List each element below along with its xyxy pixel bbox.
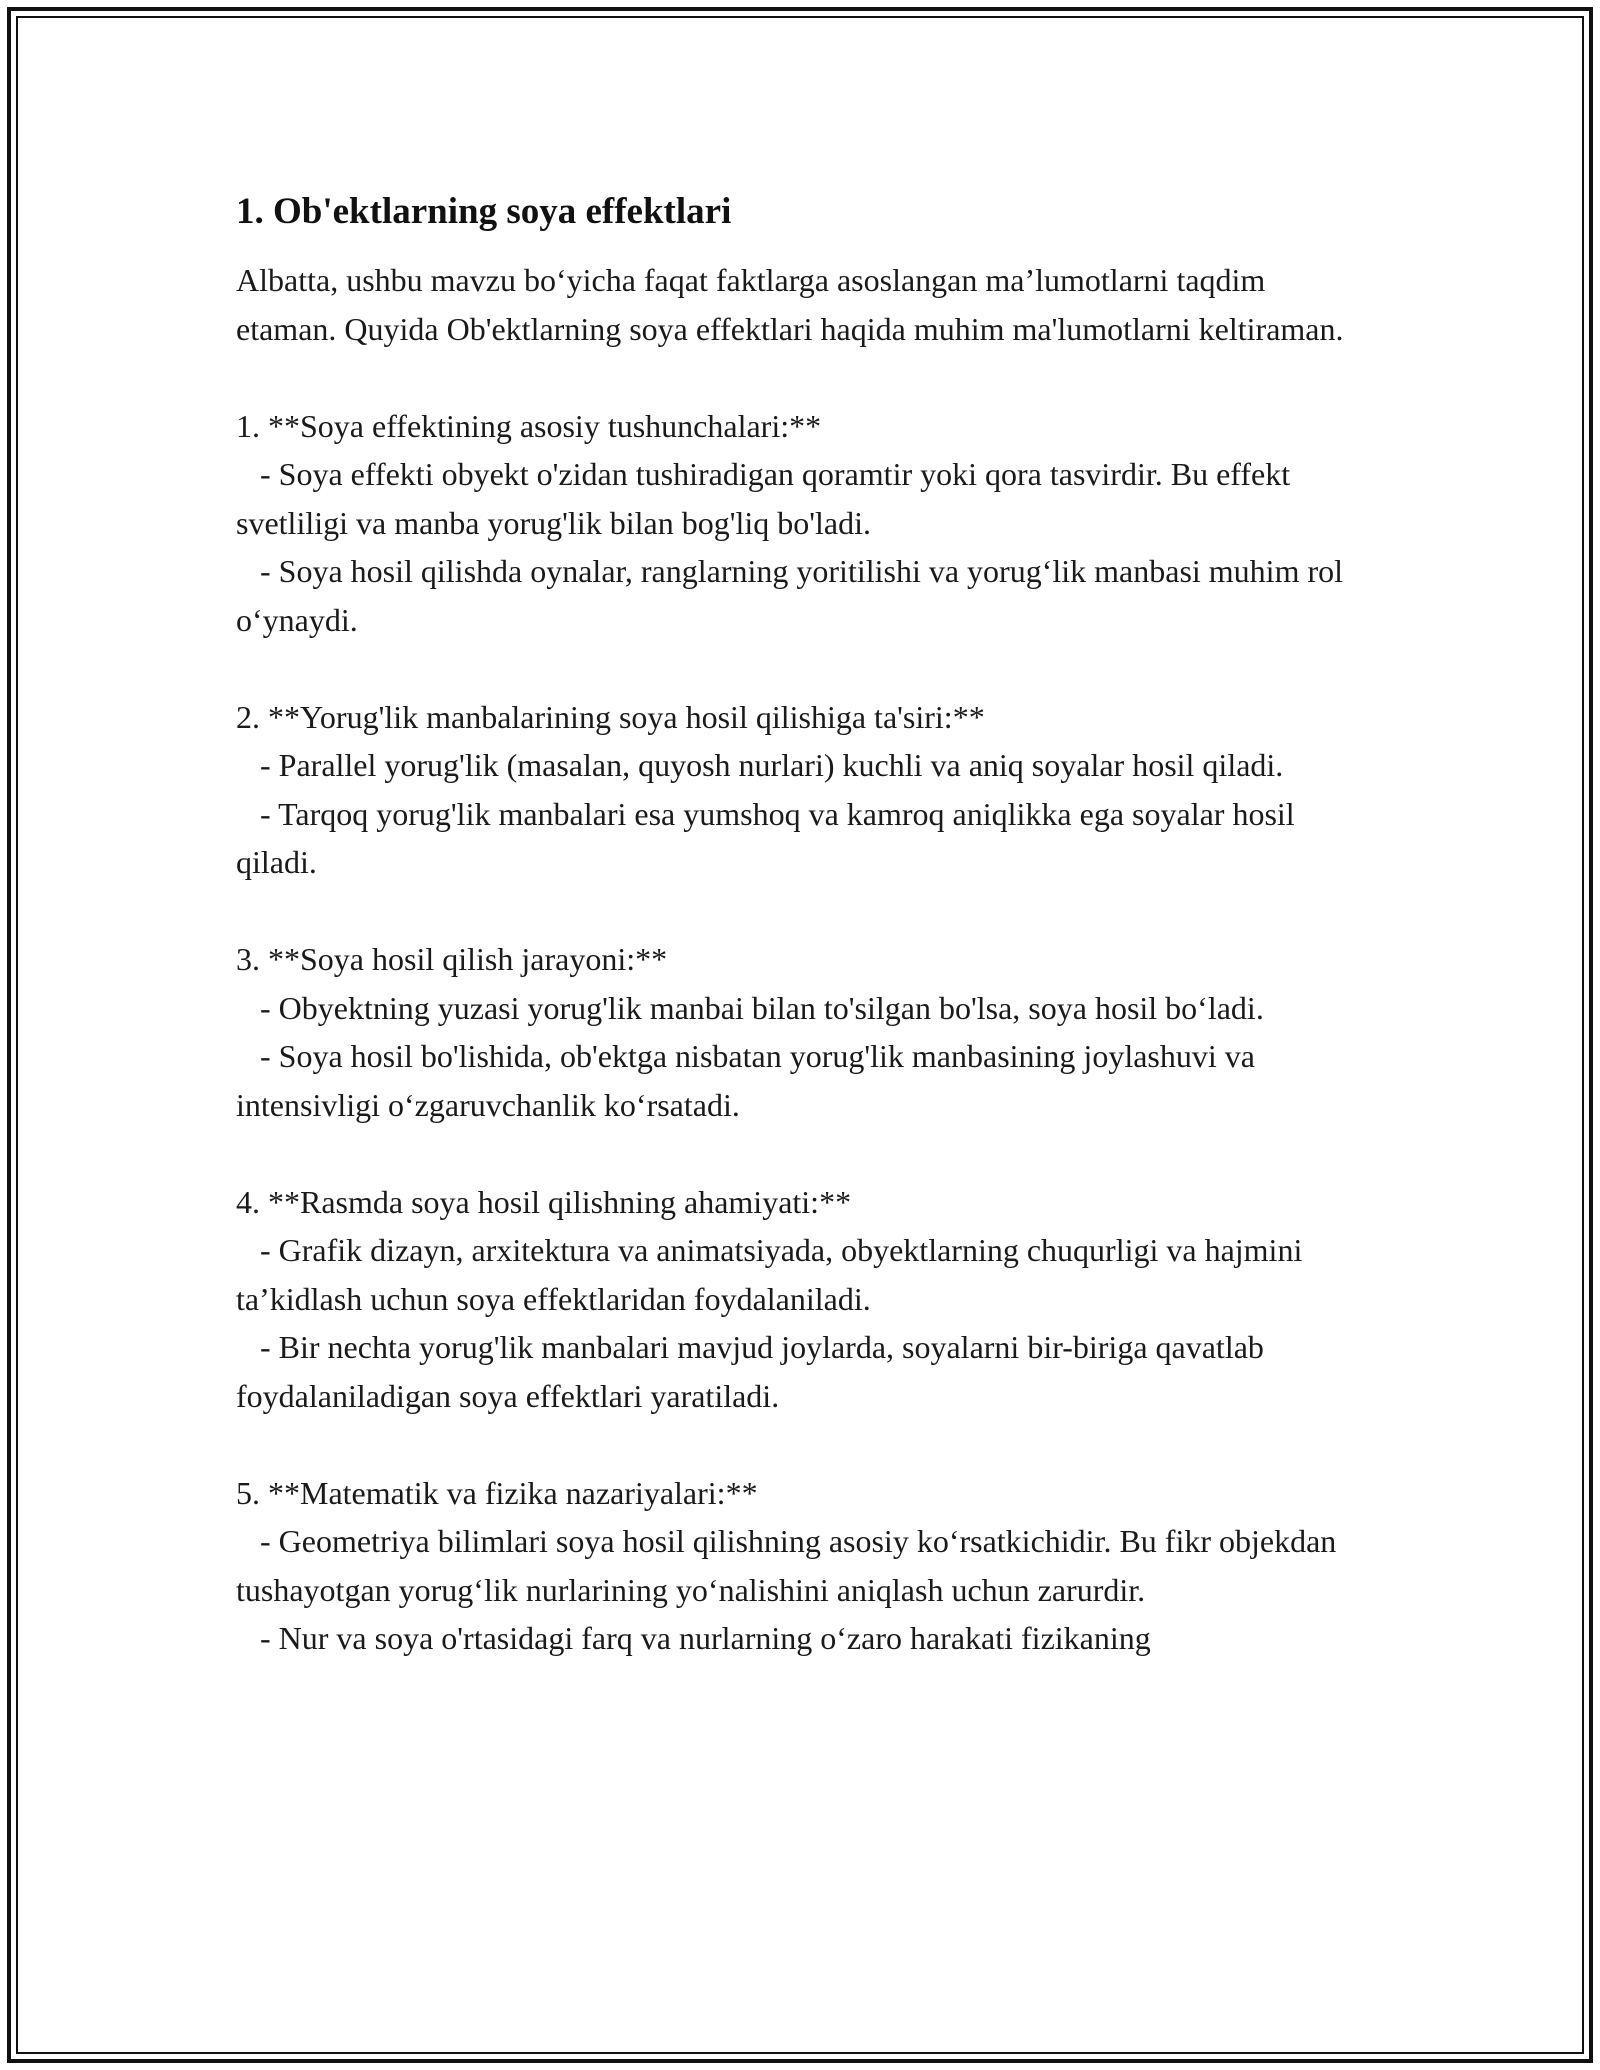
- spacer: [236, 887, 1366, 936]
- section-bullet: - Obyektning yuzasi yorug'lik manbai bilan to'silgan bo'lsa, soya hosil bo‘ladi.: [236, 989, 1264, 1026]
- section-title: 5. **Matematik va fizika nazariyalari:**: [236, 1474, 758, 1511]
- section-title: 2. **Yorug'lik manbalarining soya hosil qilishiga ta'siri:**: [236, 698, 985, 735]
- section-4: [236, 1178, 1366, 1421]
- spacer: [236, 353, 1366, 402]
- section-3: [236, 935, 1366, 1129]
- section-bullet: - Soya hosil bo'lishida, ob'ektga nisbatan yorug'lik manbasining joylashuvi va intensivligi o‘zgaruvchanlik ko‘rsatadi.: [236, 1038, 1263, 1123]
- spacer: [236, 644, 1366, 693]
- document-body: [236, 186, 1366, 1663]
- spacer: [236, 1129, 1366, 1178]
- section-bullet: - Bir nechta yorug'lik manbalari mavjud joylarda, soyalarni bir-biriga qavatlab foydalaniladigan soya effektlari yaratiladi.: [236, 1329, 1272, 1414]
- section-1: [236, 402, 1366, 645]
- section-bullet: - Parallel yorug'lik (masalan, quyosh nurlari) kuchli va aniq soyalar hosil qiladi.: [236, 747, 1284, 783]
- section-5: [236, 1469, 1366, 1663]
- section-bullet: - Geometriya bilimlari soya hosil qilishning asosiy ko‘rsatkichidir. Bu fikr objekdan tushayotgan yorug‘lik nurlarining yo‘nalishini aniqlash uchun zarurdir.: [236, 1523, 1345, 1608]
- section-bullet: - Grafik dizayn, arxitektura va animatsiyada, obyektlarning chuqurligi va hajmini ta’kidlash uchun soya effektlaridan foydalaniladi.: [236, 1232, 1311, 1317]
- section-bullet: - Soya hosil qilishda oynalar, ranglarning yoritilishi va yorug‘lik manbasi muhim rol o‘ynaydi.: [236, 553, 1351, 638]
- intro-paragraph: Albatta, ushbu mavzu bo‘yicha faqat faktlarga asoslangan ma’lumotlarni taqdim etaman. Quyida Ob'ektlarning soya effektlari haqida muhim ma'lumotlarni keltiraman.: [236, 262, 1344, 347]
- section-bullet: - Soya effekti obyekt o'zidan tushiradigan qoramtir yoki qora tasvirdir. Bu effekt svetliligi va manba yorug'lik bilan bog'liq bo'ladi.: [236, 456, 1299, 541]
- section-title: 1. **Soya effektining asosiy tushunchalari:**: [236, 407, 822, 444]
- document-heading: 1. Ob'ektlarning soya effektlari: [236, 191, 732, 232]
- section-title: 4. **Rasmda soya hosil qilishning ahamiyati:**: [236, 1183, 852, 1220]
- section-bullet: - Nur va soya o'rtasidagi farq va nurlarning o‘zaro harakati fizikaning: [236, 1620, 1151, 1656]
- section-bullet: - Tarqoq yorug'lik manbalari esa yumshoq va kamroq aniqlikka ega soyalar hosil qiladi.: [236, 795, 1303, 880]
- spacer: [236, 1420, 1366, 1469]
- section-title: 3. **Soya hosil qilish jarayoni:**: [236, 941, 668, 977]
- section-2: [236, 693, 1366, 887]
